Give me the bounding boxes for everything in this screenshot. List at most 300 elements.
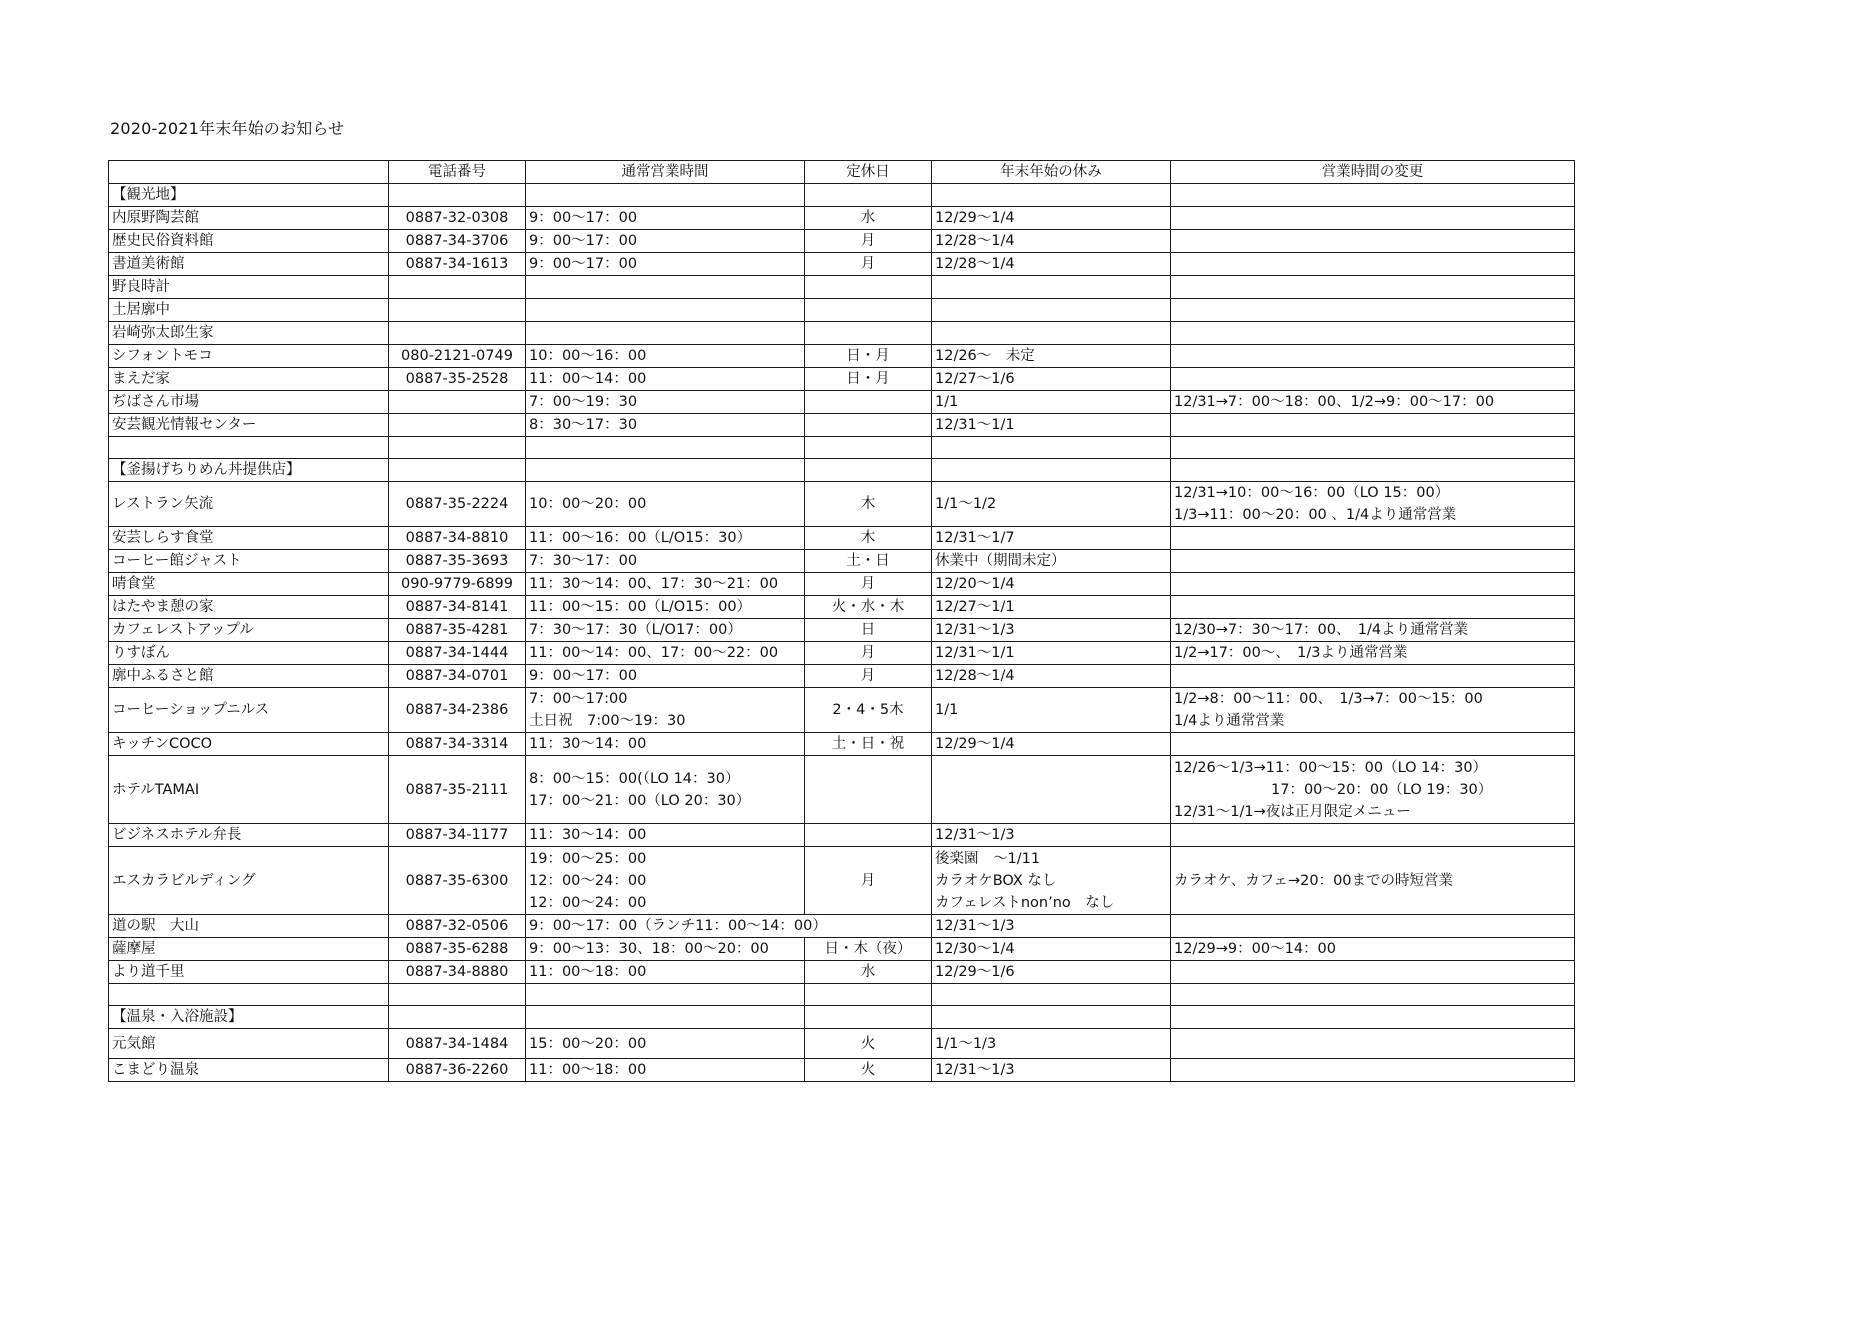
cell-line: 12/28～1/4 [935,256,1015,272]
cell-line: 後楽園 ～1/11 [935,850,1041,867]
new-year-holiday [932,688,1171,733]
hours-change [1171,368,1575,391]
new-year-holiday [932,253,1171,276]
closed-day [805,391,932,414]
table-row [109,550,1575,573]
hours-change [1171,665,1575,688]
closed-day: 月 [805,665,932,688]
cell-line: 12/31～1/3 [935,827,1015,843]
table-row [109,642,1575,665]
business-hours [526,619,805,642]
table-row [109,322,1575,345]
new-year-holiday [932,345,1171,368]
closed-day: 日 [805,619,932,642]
table-row [109,665,1575,688]
cell-line: 7：00～19：30 [529,394,638,410]
table-row [109,938,1575,961]
cell-line: 土日祝 7:00～19：30 [529,713,686,729]
holiday-schedule-table [108,160,1575,1082]
empty-cell [805,984,932,1006]
closed-day: 水 [805,207,932,230]
table-row [109,596,1575,619]
facility-name: コーヒー館ジャスト [109,550,389,573]
empty-cell [109,984,389,1006]
facility-name: ホテルTAMAI [109,756,389,824]
phone-number [389,276,526,299]
phone-number [389,414,526,437]
facility-name: 晴食堂 [109,573,389,596]
hours-change [1171,938,1575,961]
table-row [109,527,1575,550]
cell-line: 1/2→8：00～11：00、 1/3→7：00～15：00 [1174,691,1483,707]
phone-number [389,391,526,414]
cell-line: 12/31→10：00～16：00（LO 15：00） [1174,485,1450,501]
table-row [109,847,1575,915]
header-new-year-holiday: 年末年始の休み [932,161,1171,184]
cell-line: 12/30～1/4 [935,941,1015,957]
business-hours [526,938,805,961]
empty-cell [389,984,526,1006]
section-header-row [109,459,1575,482]
new-year-holiday [932,322,1171,345]
hours-change [1171,619,1575,642]
hours-change [1171,847,1575,915]
closed-day: 水 [805,961,932,984]
cell-line: 12/26～1/3→11：00～15：00（LO 14：30） [1174,759,1488,776]
business-hours [526,550,805,573]
business-hours [526,756,805,824]
hours-change [1171,596,1575,619]
cell-line: 7：00～17:00 [529,691,628,707]
facility-name: シフォントモコ [109,345,389,368]
table-row [109,915,1575,938]
cell-line: 11：30～14：00、17：30～21：00 [529,576,779,592]
cell-line: 1/2→17：00～、 1/3より通常営業 [1174,645,1408,661]
cell-line: 12/20～1/4 [935,576,1015,592]
hours-change [1171,642,1575,665]
section-title: 【温泉・入浴施設】 [109,1006,389,1029]
cell-line: 17：00～21：00（LO 20：30） [529,792,751,809]
cell-line: 10：00～16：00 [529,348,647,364]
new-year-holiday [932,938,1171,961]
table-row [109,253,1575,276]
hours-change [1171,573,1575,596]
cell-line: 11：00～15：00（L/O15：00） [529,599,752,615]
business-hours [526,642,805,665]
cell-line: 12/29～1/6 [935,964,1015,980]
empty-cell [1171,984,1575,1006]
hours-change [1171,345,1575,368]
section-header-row [109,1006,1575,1029]
business-hours [526,915,932,938]
closed-day: 火・水・木 [805,596,932,619]
header-hours: 通常営業時間 [526,161,805,184]
cell-line: 19：00～25：00 [529,850,647,867]
closed-day: 木 [805,527,932,550]
empty-cell [389,184,526,207]
business-hours [526,665,805,688]
empty-cell [1171,437,1575,459]
phone-number: 0887-35-6288 [389,938,526,961]
hours-change [1171,482,1575,527]
new-year-holiday [932,230,1171,253]
table-row [109,1029,1575,1059]
cell-line: 12/29～1/4 [935,210,1015,226]
phone-number: 0887-34-1484 [389,1029,526,1059]
phone-number: 090-9779-6899 [389,573,526,596]
table-row [109,961,1575,984]
empty-cell [389,459,526,482]
closed-day: 木 [805,482,932,527]
phone-number: 0887-34-2386 [389,688,526,733]
closed-day: 月 [805,847,932,915]
phone-number: 0887-35-4281 [389,619,526,642]
table-row [109,299,1575,322]
business-hours [526,824,805,847]
facility-name: 内原野陶芸館 [109,207,389,230]
closed-day: 日・月 [805,345,932,368]
table-row [109,368,1575,391]
phone-number [389,322,526,345]
hours-change [1171,756,1575,824]
document-title: 2020-2021年末年始のお知らせ [110,119,345,138]
empty-cell [932,184,1171,207]
new-year-holiday [932,596,1171,619]
facility-name: キッチンCOCO [109,733,389,756]
phone-number: 0887-34-8141 [389,596,526,619]
phone-number: 0887-34-3706 [389,230,526,253]
business-hours [526,596,805,619]
phone-number: 080-2121-0749 [389,345,526,368]
hours-change [1171,207,1575,230]
cell-line: 1/1 [935,702,959,718]
hours-change [1171,391,1575,414]
facility-name: まえだ家 [109,368,389,391]
facility-name: 書道美術館 [109,253,389,276]
table-row [109,482,1575,527]
new-year-holiday [932,550,1171,573]
closed-day [805,299,932,322]
table-row [109,756,1575,824]
cell-line: 12/29～1/4 [935,736,1015,752]
hours-change [1171,253,1575,276]
business-hours [526,847,805,915]
hours-change [1171,276,1575,299]
business-hours [526,299,805,322]
cell-line: 12/31～1/3 [935,622,1015,638]
table-row [109,733,1575,756]
facility-name: はたやま憩の家 [109,596,389,619]
cell-line: 11：00～18：00 [529,1062,647,1078]
hours-change [1171,824,1575,847]
hours-change [1171,299,1575,322]
cell-line: 7：30～17：00 [529,553,638,569]
cell-line: 12/31～1/1 [935,417,1015,433]
cell-line: 12/28～1/4 [935,233,1015,249]
table-row [109,276,1575,299]
closed-day: 火 [805,1029,932,1059]
cell-line: カフェレストnon’no なし [935,894,1115,911]
facility-name: コーヒーショップニルス [109,688,389,733]
cell-line: 12/30→7：30～17：00、 1/4より通常営業 [1174,622,1469,638]
hours-change [1171,230,1575,253]
closed-day: 月 [805,573,932,596]
cell-line: 9：00～17：00 [529,256,638,272]
phone-number [389,299,526,322]
facility-name: カフェレストアップル [109,619,389,642]
cell-line: 12/31→7：00～18：00、1/2→9：00～17：00 [1174,394,1495,410]
closed-day: 土・日・祝 [805,733,932,756]
phone-number: 0887-35-6300 [389,847,526,915]
table-row [109,414,1575,437]
closed-day: 日・木（夜） [805,938,932,961]
cell-line: 12：00～24：00 [529,872,647,889]
cell-line: 休業中（期間未定） [935,553,1066,569]
table-row [109,824,1575,847]
cell-line: 1/1～1/3 [935,1035,997,1052]
hours-change [1171,688,1575,733]
empty-cell [932,984,1171,1006]
cell-line: カラオケ、カフェ→20：00までの時短営業 [1174,872,1454,889]
phone-number: 0887-34-3314 [389,733,526,756]
business-hours [526,253,805,276]
business-hours [526,1059,805,1082]
closed-day: 月 [805,230,932,253]
facility-name: 安芸観光情報センター [109,414,389,437]
business-hours [526,368,805,391]
cell-line: 12/31～1/1 [935,645,1015,661]
new-year-holiday [932,391,1171,414]
new-year-holiday [932,527,1171,550]
cell-line: 1/1 [935,394,959,410]
new-year-holiday [932,368,1171,391]
facility-name: 野良時計 [109,276,389,299]
facility-name: より道千里 [109,961,389,984]
cell-line: カラオケBOX なし [935,872,1057,889]
hours-change [1171,414,1575,437]
closed-day: 日・月 [805,368,932,391]
facility-name: 土居廓中 [109,299,389,322]
new-year-holiday [932,915,1171,938]
phone-number: 0887-35-2528 [389,368,526,391]
new-year-holiday [932,573,1171,596]
business-hours [526,733,805,756]
closed-day: 月 [805,642,932,665]
empty-cell [805,437,932,459]
phone-number: 0887-34-1613 [389,253,526,276]
new-year-holiday [932,847,1171,915]
phone-number: 0887-36-2260 [389,1059,526,1082]
closed-day: 土・日 [805,550,932,573]
phone-number: 0887-34-1444 [389,642,526,665]
new-year-holiday [932,619,1171,642]
cell-line: 9：00～17：00（ランチ11：00～14：00） [529,918,827,934]
cell-line: 11：00～14：00、17：00～22：00 [529,645,779,661]
new-year-holiday [932,482,1171,527]
cell-line: 9：00～17：00 [529,668,638,684]
cell-line: 15：00～20：00 [529,1035,647,1052]
table-row [109,619,1575,642]
facility-name: 岩崎弥太郎生家 [109,322,389,345]
empty-cell [805,459,932,482]
hours-change [1171,915,1575,938]
phone-number: 0887-34-1177 [389,824,526,847]
cell-line: 1/3→11：00～20：00 、1/4より通常営業 [1174,507,1457,523]
hours-change [1171,527,1575,550]
cell-line: 1/4より通常営業 [1174,713,1285,729]
new-year-holiday [932,961,1171,984]
cell-line: 12/27～1/1 [935,599,1015,615]
cell-line: 11：00～18：00 [529,964,647,980]
table-row [109,230,1575,253]
empty-cell [932,437,1171,459]
hours-change [1171,1029,1575,1059]
empty-cell [526,184,805,207]
facility-name: ビジネスホテル弁長 [109,824,389,847]
empty-cell [526,459,805,482]
blank-row [109,437,1575,459]
closed-day [805,756,932,824]
phone-number: 0887-32-0506 [389,915,526,938]
table-row [109,1059,1575,1082]
facility-name: 元気館 [109,1029,389,1059]
table-row [109,573,1575,596]
phone-number: 0887-35-2111 [389,756,526,824]
empty-cell [1171,459,1575,482]
hours-change [1171,961,1575,984]
table-body [109,184,1575,1082]
phone-number: 0887-35-2224 [389,482,526,527]
empty-cell [1171,1006,1575,1029]
empty-cell [1171,184,1575,207]
facility-name: 薩摩屋 [109,938,389,961]
new-year-holiday [932,414,1171,437]
empty-cell [526,437,805,459]
phone-number: 0887-34-8810 [389,527,526,550]
empty-cell [526,1006,805,1029]
business-hours [526,345,805,368]
cell-line: 10：00～20：00 [529,496,647,512]
blank-row [109,984,1575,1006]
facility-name: エスカラビルディング [109,847,389,915]
phone-number: 0887-34-0701 [389,665,526,688]
phone-number: 0887-35-3693 [389,550,526,573]
closed-day [805,322,932,345]
facility-name: 廓中ふるさと館 [109,665,389,688]
business-hours [526,688,805,733]
business-hours [526,961,805,984]
facility-name: ぢばさん市場 [109,391,389,414]
hours-change [1171,1059,1575,1082]
cell-line: 17：00～20：00（LO 19：30） [1271,781,1493,798]
cell-line: 12/26～ 未定 [935,348,1035,364]
closed-day: 2・4・5木 [805,688,932,733]
new-year-holiday [932,824,1171,847]
table-row [109,391,1575,414]
cell-line: 9：00～17：00 [529,233,638,249]
facility-name: 安芸しらす食堂 [109,527,389,550]
new-year-holiday [932,642,1171,665]
cell-line: 11：00～14：00 [529,371,647,387]
facility-name: こまどり温泉 [109,1059,389,1082]
new-year-holiday [932,1059,1171,1082]
empty-cell [805,184,932,207]
hours-change [1171,322,1575,345]
facility-name: 道の駅 大山 [109,915,389,938]
new-year-holiday [932,733,1171,756]
cell-line: 7：30～17：30（L/O17：00） [529,622,742,638]
business-hours [526,1029,805,1059]
business-hours [526,482,805,527]
empty-cell [526,984,805,1006]
new-year-holiday [932,299,1171,322]
cell-line: 12/31～1/7 [935,530,1015,546]
cell-line: 11：30～14：00 [529,827,647,843]
closed-day [805,824,932,847]
closed-day [805,414,932,437]
business-hours [526,276,805,299]
new-year-holiday [932,665,1171,688]
cell-line: 12/27～1/6 [935,371,1015,387]
business-hours [526,207,805,230]
cell-line: 12：00～24：00 [529,894,647,911]
cell-line: 12/28～1/4 [935,668,1015,684]
cell-line: 9：00～17：00 [529,210,638,226]
business-hours [526,573,805,596]
hours-change [1171,550,1575,573]
phone-number: 0887-34-8880 [389,961,526,984]
facility-name: 歴史民俗資料館 [109,230,389,253]
header-closed-day: 定休日 [805,161,932,184]
header-phone: 電話番号 [389,161,526,184]
section-header-row [109,184,1575,207]
section-title: 【釜揚げちりめん丼提供店】 [109,459,389,482]
hours-change [1171,733,1575,756]
new-year-holiday [932,207,1171,230]
table-row [109,207,1575,230]
cell-line: 12/31～1/1→夜は正月限定メニュー [1174,803,1411,820]
empty-cell [932,1006,1171,1029]
empty-cell [932,459,1171,482]
closed-day: 火 [805,1059,932,1082]
business-hours [526,322,805,345]
facility-name: りすぼん [109,642,389,665]
cell-line: 12/31～1/3 [935,1062,1015,1078]
cell-line: 12/29→9：00～14：00 [1174,941,1337,957]
cell-line: 11：30～14：00 [529,736,647,752]
closed-day [805,276,932,299]
table-row [109,345,1575,368]
cell-line: 11：00～16：00（L/O15：30） [529,530,752,546]
header-hours-change: 営業時間の変更 [1171,161,1575,184]
empty-cell [389,1006,526,1029]
empty-cell [109,437,389,459]
cell-line: 12/31～1/3 [935,918,1015,934]
new-year-holiday [932,1029,1171,1059]
business-hours [526,414,805,437]
empty-cell [805,1006,932,1029]
cell-line: 8：30～17：30 [529,417,638,433]
closed-day: 月 [805,253,932,276]
header-row [109,161,1575,184]
business-hours [526,391,805,414]
section-title: 【観光地】 [109,184,389,207]
header-name [109,161,389,184]
facility-name: レストラン矢流 [109,482,389,527]
table-row [109,688,1575,733]
empty-cell [389,437,526,459]
cell-line: 1/1～1/2 [935,496,997,512]
